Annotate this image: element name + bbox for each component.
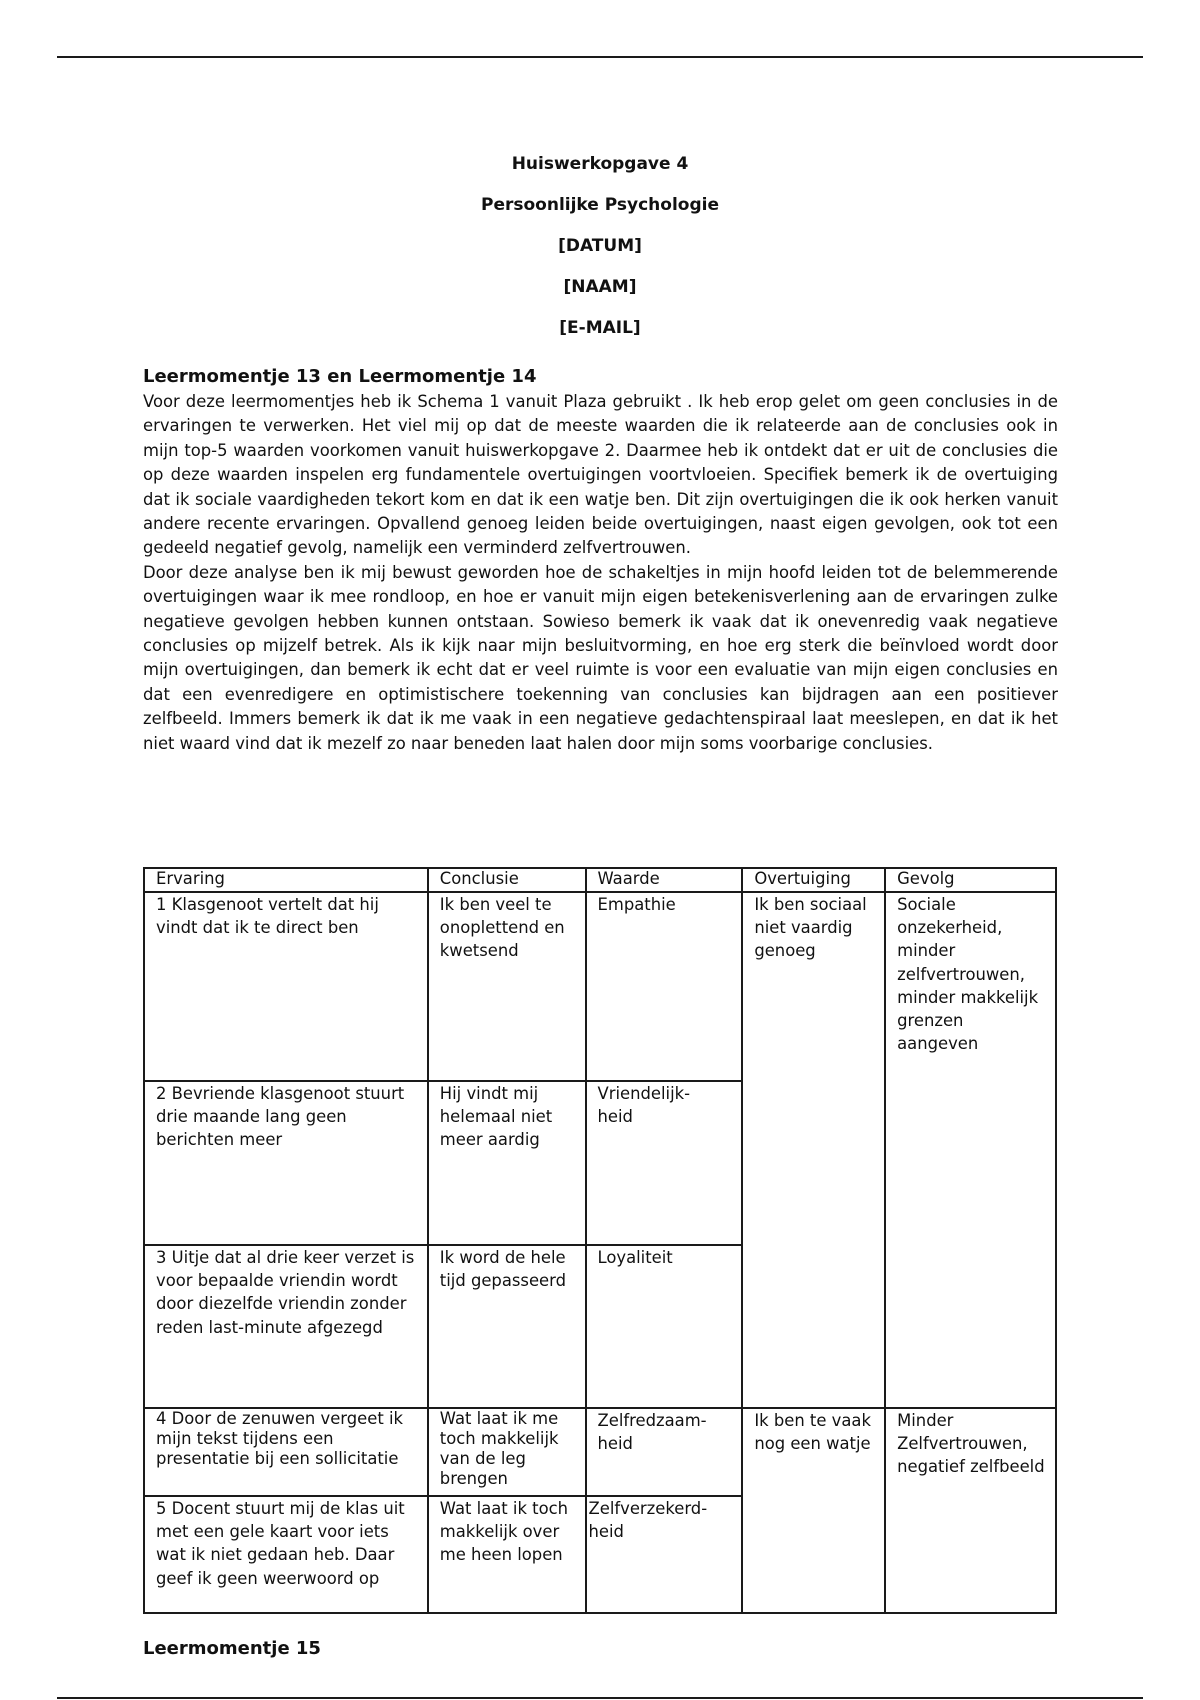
paragraph-2: Door deze analyse ben ik mij bewust geworden hoe de schakeltjes in mijn hoofd leiden tot de belemmerende overtuigingen waar ik mee rondloop, en hoe er vanuit mijn eigen betekenisverlening aan de ervaringen zulke negatieve gevolgen hebben kunnen ontstaan. Sowieso bemerk ik vaak dat ik onevenredig vaak negatieve conclusies op mijzelf betrek. Als ik kijk naar mijn besluitvorming, en hoe erg sterk die beïnvloed wordt door mijn overtuigingen, dan bemerk ik echt dat er veel ruimte is voor een evaluatie van mijn eigen conclusies en dat een evenredigere en optimistischere toekenning van conclusies kan bijdragen aan een positiever zelfbeeld. Immers bemerk ik dat ik me vaak in een negatieve gedachtenspiraal laat meeslepen, en dat ik het niet waard vind dat ik mezelf zo naar beneden laat halen door mijn soms voorbarige conclusies. bbox=[143, 562, 1058, 753]
cell-conclusie: Wat laat ik me toch makkelijk van de leg brengen bbox=[428, 1408, 586, 1496]
table-row bbox=[144, 1408, 1056, 1496]
table-row bbox=[144, 892, 1056, 1081]
document-title: Huiswerkopgave 4 bbox=[511, 154, 689, 174]
cell-ervaring: 1 Klasgenoot vertelt dat hij vindt dat ik te direct ben bbox=[144, 892, 428, 1081]
cell-overtuiging: Ik ben sociaal niet vaardig genoeg bbox=[742, 892, 885, 1408]
cell-conclusie: Wat laat ik toch makkelijk over me heen lopen bbox=[428, 1496, 586, 1613]
document-subtitle: Persoonlijke Psychologie bbox=[481, 195, 719, 215]
section-heading: Leermomentje 15 bbox=[143, 1638, 321, 1659]
section-leermomentje-15 bbox=[143, 1638, 1058, 1660]
cell-ervaring: 5 Docent stuurt mij de klas uit met een gele kaart voor iets wat ik niet gedaan heb. Daar geef ik geen weerwoord op bbox=[144, 1496, 428, 1613]
analysis-table bbox=[143, 867, 1057, 1614]
cell-conclusie: Ik word de hele tijd gepasseerd bbox=[428, 1245, 586, 1408]
cell-ervaring: 4 Door de zenuwen vergeet ik mijn tekst tijdens een presentatie bij een sollicitatie bbox=[144, 1408, 428, 1496]
name-placeholder: [NAAM] bbox=[563, 277, 637, 297]
section-leermomentje-13-14 bbox=[143, 366, 1058, 756]
cell-waarde: Zelfredzaam- heid bbox=[586, 1408, 743, 1496]
section-heading: Leermomentje 13 en Leermomentje 14 bbox=[143, 366, 537, 387]
cell-overtuiging: Ik ben te vaak nog een watje bbox=[742, 1408, 885, 1613]
email-placeholder: [E-MAIL] bbox=[559, 318, 641, 338]
cell-waarde: Empathie bbox=[586, 892, 743, 1081]
cell-waarde: Loyaliteit bbox=[586, 1245, 743, 1408]
cell-ervaring: 3 Uitje dat al drie keer verzet is voor bepaalde vriendin wordt door diezelfde vriendin zonder reden last-minute afgezegd bbox=[144, 1245, 428, 1408]
top-rule bbox=[57, 56, 1143, 58]
header-conclusie: Conclusie bbox=[428, 868, 586, 892]
cell-waarde: Zelfverzekerd- heid bbox=[586, 1496, 743, 1613]
cell-conclusie: Hij vindt mij helemaal niet meer aardig bbox=[428, 1081, 586, 1245]
cell-waarde: Vriendelijk- heid bbox=[586, 1081, 743, 1245]
paragraph-1: Voor deze leermomentjes heb ik Schema 1 vanuit Plaza gebruikt . Ik heb erop gelet om geen conclusies in de ervaringen te verwerken. Het viel mij op dat de meeste waarden die ik relateerde aan de conclusies ook in mijn top-5 waarden voorkomen vanuit huiswerkopgave 2. Daarmee heb ik ontdekt dat er uit de conclusies die op deze waarden inspelen erg fundamentele overtuigingen voortvloeien. Specifiek bemerk ik de overtuiging dat ik sociale vaardigheden tekort kom en dat ik een watje ben. Dit zijn overtuigingen die ik ook herken vanuit andere recente ervaringen. Opvallend genoeg leiden beide overtuigingen, naast eigen gevolgen, ook tot een gedeeld negatief gevolg, namelijk een verminderd zelfvertrouwen. bbox=[143, 392, 1058, 558]
table-header-row bbox=[144, 868, 1056, 892]
header-waarde: Waarde bbox=[586, 868, 743, 892]
date-placeholder: [DATUM] bbox=[558, 236, 642, 256]
cell-conclusie: Ik ben veel te onoplettend en kwetsend bbox=[428, 892, 586, 1081]
header-gevolg: Gevolg bbox=[885, 868, 1056, 892]
cell-ervaring: 2 Bevriende klasgenoot stuurt drie maande lang geen berichten meer bbox=[144, 1081, 428, 1245]
bottom-rule bbox=[57, 1697, 1143, 1699]
header-overtuiging: Overtuiging bbox=[742, 868, 885, 892]
header-ervaring: Ervaring bbox=[144, 868, 428, 892]
cell-gevolg: Sociale onzekerheid, minder zelfvertrouwen, minder makkelijk grenzen aangeven bbox=[885, 892, 1056, 1408]
cell-gevolg: Minder Zelfvertrouwen, negatief zelfbeeld bbox=[885, 1408, 1056, 1613]
